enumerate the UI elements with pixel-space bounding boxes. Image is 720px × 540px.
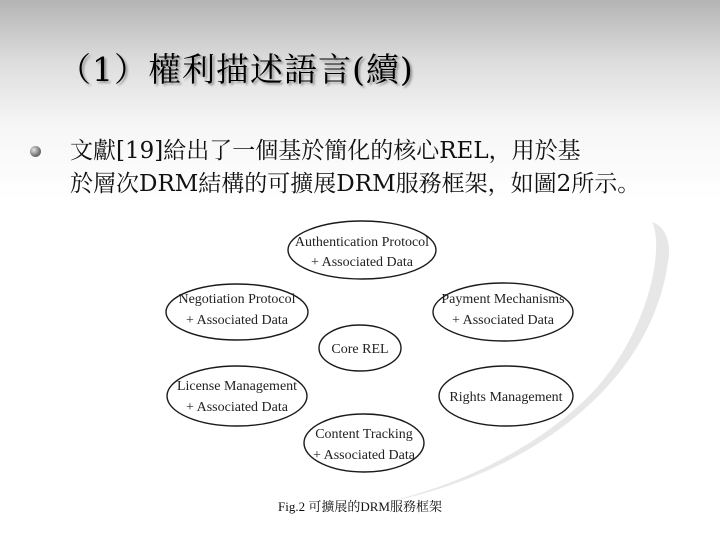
bullet-line-1: 文獻[19]給出了一個基於簡化的核心REL，用於基 — [70, 138, 581, 164]
node-negotiation-label: Negotiation Protocol — [178, 292, 296, 307]
node-authentication-sublabel: + Associated Data — [311, 255, 413, 270]
node-license-sublabel: + Associated Data — [186, 400, 288, 415]
node-content-tracking-sublabel: + Associated Data — [313, 448, 415, 463]
node-license — [167, 366, 307, 426]
node-content-tracking — [304, 414, 424, 472]
node-core-rel-label: Core REL — [331, 342, 389, 357]
node-rights-label: Rights Management — [449, 390, 563, 405]
node-rights — [439, 366, 573, 426]
figure-caption: Fig.2 可擴展的DRM服務框架 — [278, 499, 442, 514]
node-core-rel — [319, 325, 401, 371]
node-license-label: License Management — [176, 379, 298, 394]
node-authentication — [288, 221, 436, 279]
slide-title: （1）權利描述語言(續) — [58, 50, 414, 89]
node-authentication-label: Authentication Protocol — [294, 235, 430, 250]
node-negotiation — [166, 284, 308, 340]
bullet-line-2: 於層次DRM結構的可擴展DRM服務框架，如圖2所示。 — [70, 171, 641, 197]
node-content-tracking-label: Content Tracking — [315, 427, 413, 442]
node-payment-sublabel: + Associated Data — [452, 313, 554, 328]
node-payment-label: Payment Mechanisms — [441, 292, 565, 307]
node-payment — [433, 283, 573, 341]
node-negotiation-sublabel: + Associated Data — [186, 313, 288, 328]
